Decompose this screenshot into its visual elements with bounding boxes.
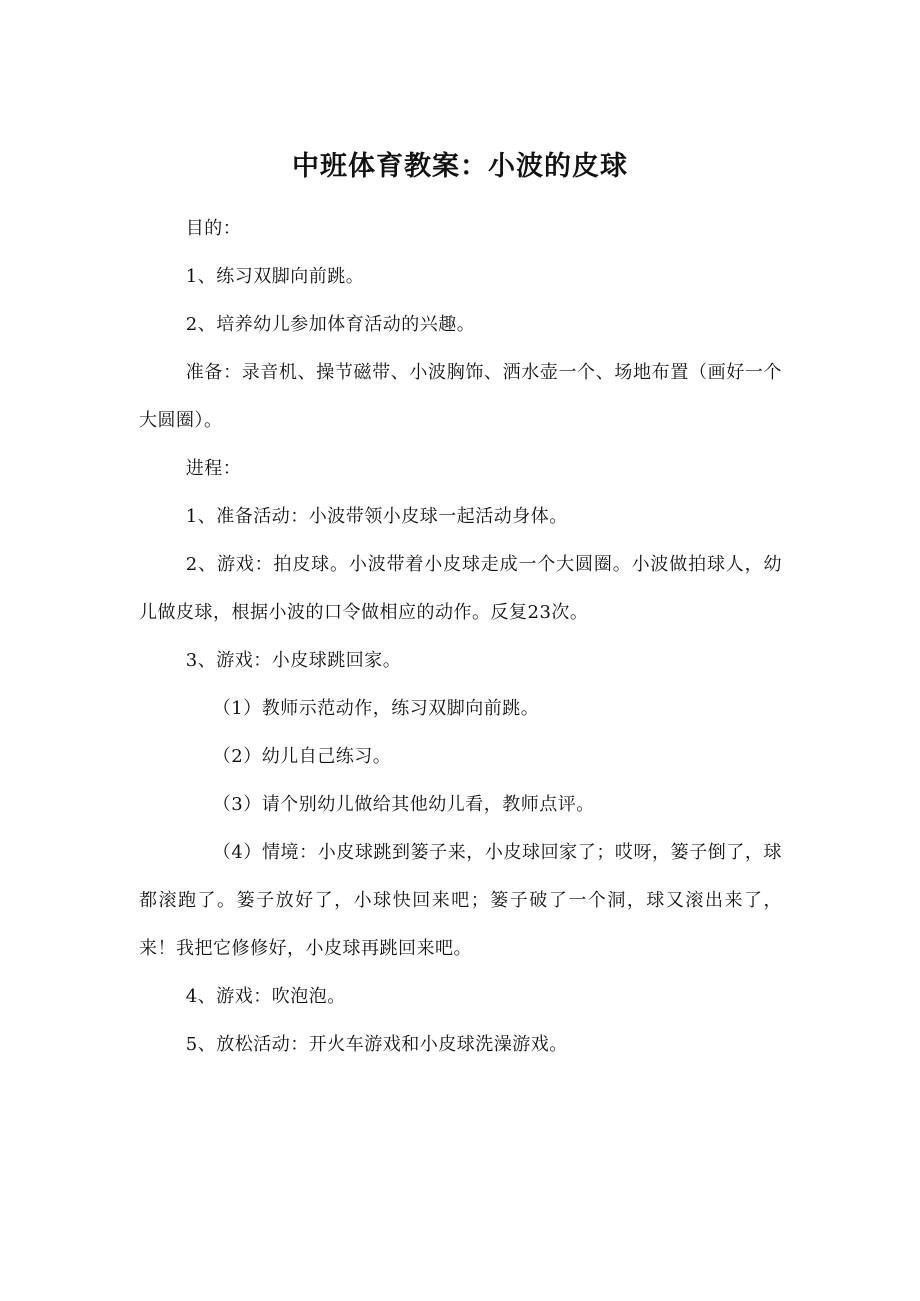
process-substep-1: （1）教师示范动作，练习双脚向前跳。 bbox=[212, 698, 540, 719]
process-step-2: 2、游戏：拍皮球。小波带着小皮球走成一个大圆圈。小波做拍球人，幼儿做皮球，根据小波的口令做相应的动作。反复23次。 bbox=[139, 554, 782, 623]
process-substep-3: （3）请个别幼儿做给其他幼儿看，教师点评。 bbox=[212, 794, 595, 815]
purpose-item-1: 1、练习双脚向前跳。 bbox=[185, 266, 365, 287]
process-substep-2: （2）幼儿自己练习。 bbox=[212, 746, 392, 767]
section-heading-process: 进程： bbox=[185, 458, 242, 479]
process-substep-4: （4）情境：小皮球跳到篓子来，小皮球回家了；哎呀，篓子倒了，球都滚跑了。篓子放好了，小球快回来吧；篓子破了一个洞，球又滚出来了，来！我把它修修好，小皮球再跳回来吧。 bbox=[139, 842, 782, 959]
process-step-3: 3、游戏：小皮球跳回家。 bbox=[185, 650, 402, 671]
process-step-1: 1、准备活动：小波带领小皮球一起活动身体。 bbox=[185, 506, 568, 527]
document-title: 中班体育教案：小波的皮球 bbox=[292, 151, 628, 182]
preparation-paragraph: 准备：录音机、操节磁带、小波胸饰、洒水壶一个、场地布置（画好一个大圆圈）。 bbox=[139, 362, 782, 431]
process-step-4: 4、游戏：吹泡泡。 bbox=[185, 986, 346, 1007]
process-step-5: 5、放松活动：开火车游戏和小皮球洗澡游戏。 bbox=[185, 1034, 568, 1055]
document-body bbox=[139, 205, 782, 1069]
section-heading-purpose: 目的： bbox=[185, 218, 242, 239]
purpose-item-2: 2、培养幼儿参加体育活动的兴趣。 bbox=[185, 314, 476, 335]
